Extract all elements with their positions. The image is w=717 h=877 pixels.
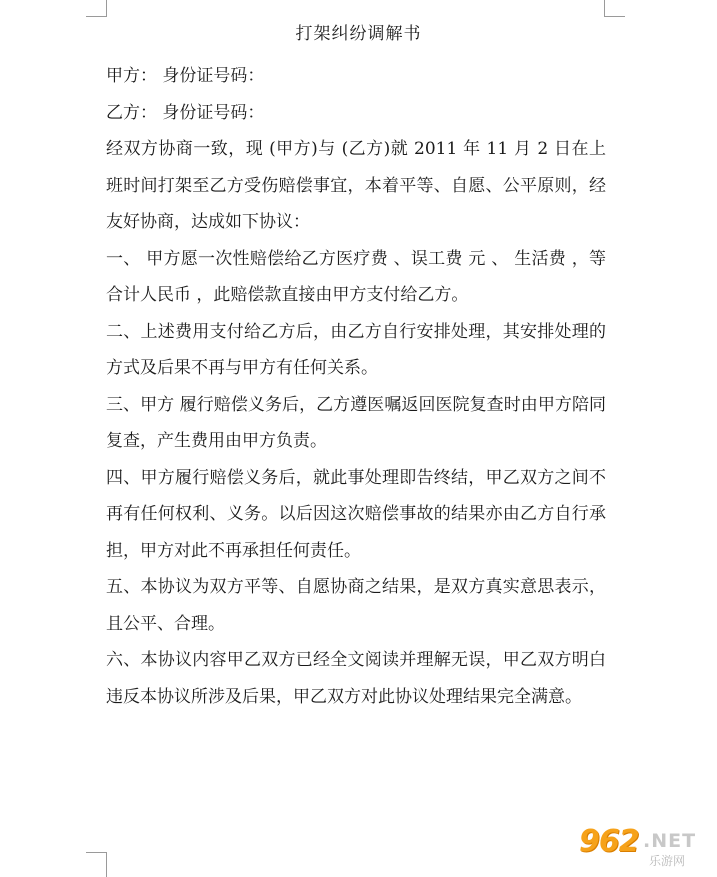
document-body bbox=[106, 58, 606, 715]
document-title: 打架纠纷调解书 bbox=[295, 24, 422, 44]
clause-1: 一、 甲方愿一次性赔偿给乙方医疗费 、误工费 元 、 生活费 ，等合计人民币 ，此赔偿款直接由甲方支付给乙方。 bbox=[106, 248, 606, 305]
watermark-number: 962 bbox=[579, 824, 639, 859]
clause-4: 四、甲方履行赔偿义务后，就此事处理即告终结，甲乙双方之间不再有任何权利、义务。以后因这次赔偿事故的结果亦由乙方自行承担，甲方对此不再承担任何责任。 bbox=[106, 467, 606, 561]
clause-6: 六、本协议内容甲乙双方已经全文阅读并理解无误，甲乙双方明白违反本协议所涉及后果，甲乙双方对此协议处理结果完全满意。 bbox=[106, 650, 606, 707]
crop-mark-top-left bbox=[86, 0, 107, 17]
watermark-site-name: 乐游网 bbox=[649, 854, 686, 868]
party-b-line: 乙方： 身份证号码： bbox=[106, 102, 265, 123]
watermark-suffix: .NET bbox=[643, 830, 697, 852]
clause-2: 二、上述费用支付给乙方后，由乙方自行安排处理，其安排处理的方式及后果不再与甲方有任何关系。 bbox=[106, 321, 606, 378]
crop-mark-bottom-left bbox=[86, 852, 107, 877]
clause-5: 五、本协议为双方平等、自愿协商之结果，是双方真实意思表示，且公平、合理。 bbox=[106, 577, 606, 634]
clause-3: 三、甲方 履行赔偿义务后，乙方遵医嘱返回医院复查时由甲方陪同复查，产生费用由甲方负责。 bbox=[106, 394, 606, 451]
party-a-line: 甲方： 身份证号码： bbox=[106, 66, 265, 86]
crop-mark-top-right bbox=[604, 0, 625, 17]
intro-paragraph: 经双方协商一致，现 (甲方)与 (乙方)就 2011 年 11 月 2 日在上班时间打架至乙方受伤赔偿事宜，本着平等、自愿、公平原则，经友好协商，达成如下协议： bbox=[106, 139, 606, 232]
watermark-logo bbox=[579, 824, 709, 870]
